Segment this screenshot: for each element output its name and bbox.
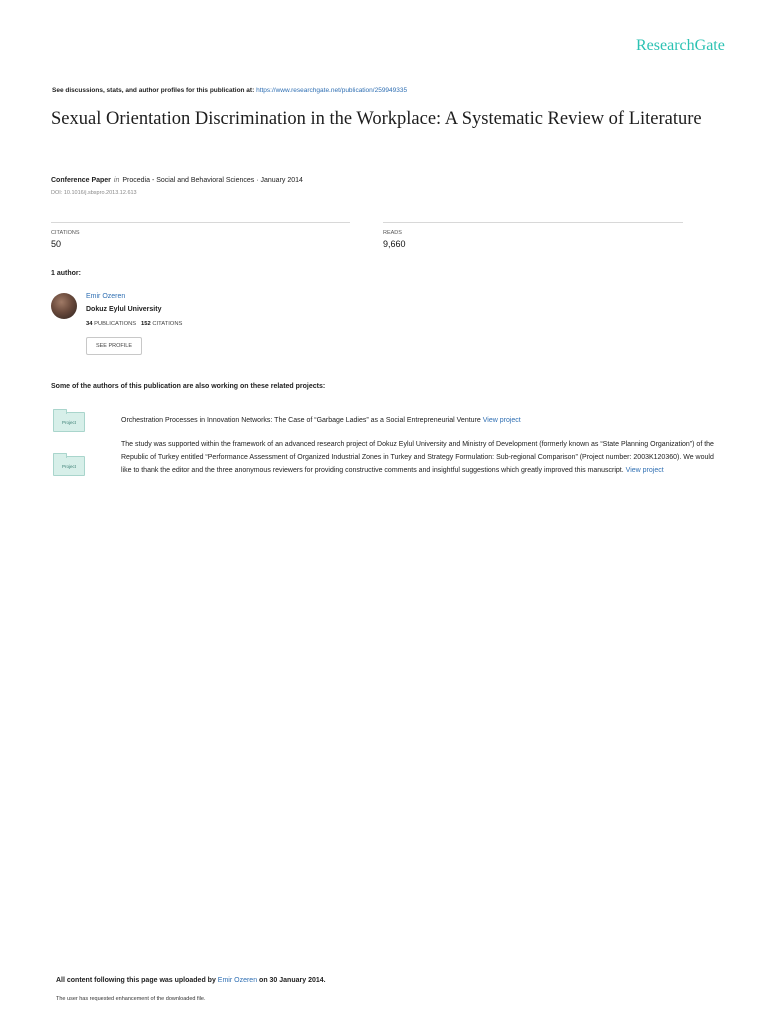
reads-label: READS: [383, 230, 402, 236]
authors-header: 1 author:: [51, 270, 81, 277]
author-stats: [86, 321, 182, 327]
upload-info: [56, 977, 326, 984]
publication-url-link[interactable]: https://www.researchgate.net/publication/259949335: [256, 87, 408, 94]
divider-right: [383, 222, 683, 223]
project-2-text: The study was supported within the framework of an advanced research project of Dokuz Eylul University and Ministry of Development (formerly known as “State Planning Organization”) of the Republic of Turkey entitled “Performance Assessment of Organized Industrial Zones in Turkey and Strategy Formulation: Sub-regional Comparison” (Project number: 2003K120360). We would like to thank the editor and the three anonymous reviewers for providing constructive comments and insightful suggestions which greatly improved this manuscript.: [121, 441, 714, 474]
project-folder-icon[interactable]: Project: [53, 412, 85, 432]
discussion-prefix: See discussions, stats, and author profiles for this publication at:: [52, 87, 255, 94]
see-profile-button[interactable]: SEE PROFILE: [86, 337, 142, 355]
paper-venue[interactable]: Procedia - Social and Behavioral Sciences · January 2014: [122, 177, 303, 184]
author-publications-count: 34: [86, 321, 93, 327]
author-citations-count: 152: [141, 321, 151, 327]
paper-in: in: [113, 177, 120, 184]
project-folder-icon[interactable]: Project: [53, 456, 85, 476]
discussion-line: [52, 87, 407, 94]
author-institution: Dokuz Eylul University: [86, 306, 162, 313]
citations-label: CITATIONS: [51, 230, 80, 236]
upload-prefix: All content following this page was uploaded by: [56, 977, 216, 984]
related-project-1: [121, 414, 721, 427]
enhancement-note: The user has requested enhancement of the downloaded file.: [56, 996, 206, 1002]
researchgate-logo[interactable]: ResearchGate: [636, 37, 725, 54]
paper-meta: [51, 177, 303, 184]
author-avatar[interactable]: [51, 293, 77, 319]
related-project-2: [121, 438, 721, 477]
project-1-view-link[interactable]: View project: [482, 417, 521, 424]
author-name-link[interactable]: Emir Ozeren: [86, 293, 126, 300]
paper-title: Sexual Orientation Discrimination in the Workplace: A Systematic Review of Literature: [51, 109, 702, 129]
author-publications-label: PUBLICATIONS: [94, 321, 137, 327]
reads-value: 9,660: [383, 239, 406, 249]
citations-value: 50: [51, 239, 62, 249]
project-2-view-link[interactable]: View project: [625, 467, 664, 474]
paper-doi[interactable]: DOI: 10.1016/j.sbspro.2013.12.613: [51, 190, 137, 196]
upload-suffix: on 30 January 2014.: [259, 977, 326, 984]
paper-type: Conference Paper: [51, 177, 111, 184]
project-1-text: Orchestration Processes in Innovation Networks: The Case of “Garbage Ladies” as a Social Entrepreneurial Venture: [121, 417, 481, 424]
author-citations-label: CITATIONS: [152, 321, 183, 327]
related-projects-header: Some of the authors of this publication are also working on these related projects:: [51, 383, 326, 390]
divider-left: [51, 222, 350, 223]
uploader-link[interactable]: Emir Ozeren: [217, 977, 258, 984]
